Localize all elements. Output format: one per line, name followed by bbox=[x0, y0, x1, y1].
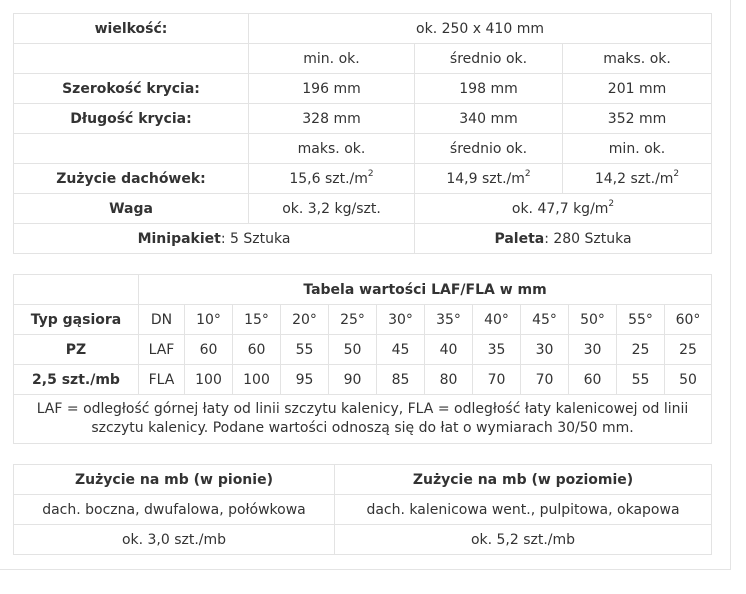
size-label: wielkość: bbox=[14, 14, 249, 44]
table-row bbox=[14, 14, 712, 44]
laf-cell: 60 bbox=[233, 335, 281, 365]
fla-cell: 80 bbox=[425, 365, 473, 395]
table-row bbox=[14, 395, 712, 444]
table-cell: 14,2 $szt./m^2$ bbox=[563, 164, 712, 194]
table-row bbox=[14, 465, 712, 495]
vertical-usage-header: Zużycie na mb (w pionie) bbox=[14, 465, 335, 495]
laf-label: LAF bbox=[139, 335, 185, 365]
table-cell: 198 mm bbox=[415, 74, 563, 104]
coverage-length-label: Długość krycia: bbox=[14, 104, 249, 134]
table-row bbox=[14, 224, 712, 254]
vertical-tile-types: dach. boczna, dwufalowa, połówkowa bbox=[14, 495, 335, 525]
table-cell: 14,9 $szt./m^2$ bbox=[415, 164, 563, 194]
weight-piece: ok. 3,2 kg/szt. bbox=[249, 194, 415, 224]
usage-label: Zużycie dachówek: bbox=[14, 164, 249, 194]
min-header: min. ok. bbox=[249, 44, 415, 74]
horizontal-usage-value: ok. 5,2 szt./mb bbox=[335, 525, 712, 555]
pallet-cell: Paleta: 280 Sztuka bbox=[415, 224, 712, 254]
laf-cell: 60 bbox=[185, 335, 233, 365]
laf-cell: 50 bbox=[329, 335, 377, 365]
avg-header: średnio ok. bbox=[415, 134, 563, 164]
table-row bbox=[14, 275, 712, 305]
angle-cell: 10° bbox=[185, 305, 233, 335]
fla-cell: 100 bbox=[185, 365, 233, 395]
max-header: maks. ok. bbox=[249, 134, 415, 164]
angle-cell: 30° bbox=[377, 305, 425, 335]
table-cell: 201 mm bbox=[563, 74, 712, 104]
laf-cell: 25 bbox=[617, 335, 665, 365]
laf-cell: 40 bbox=[425, 335, 473, 365]
pz-label: PZ bbox=[14, 335, 139, 365]
weight-label: Waga bbox=[14, 194, 249, 224]
laf-cell: 55 bbox=[281, 335, 329, 365]
fla-cell: 50 bbox=[665, 365, 712, 395]
fla-cell: 60 bbox=[569, 365, 617, 395]
min-header: min. ok. bbox=[563, 134, 712, 164]
table-row bbox=[14, 525, 712, 555]
panel-border bbox=[0, 569, 731, 570]
laf-fla-title: Tabela wartości LAF/FLA w mm bbox=[139, 275, 712, 305]
usage-per-meter-table bbox=[13, 464, 712, 555]
laf-cell: 25 bbox=[665, 335, 712, 365]
unit-label: 2,5 szt./mb bbox=[14, 365, 139, 395]
table-row bbox=[14, 134, 712, 164]
angle-cell: 35° bbox=[425, 305, 473, 335]
panel-border bbox=[730, 0, 731, 569]
max-header: maks. ok. bbox=[563, 44, 712, 74]
horizontal-usage-header: Zużycie na mb (w poziomie) bbox=[335, 465, 712, 495]
angle-cell: 15° bbox=[233, 305, 281, 335]
table-row bbox=[14, 495, 712, 525]
size-value: ok. 250 x 410 mm bbox=[249, 14, 712, 44]
angle-cell: 50° bbox=[569, 305, 617, 335]
laf-fla-table bbox=[13, 274, 712, 444]
angle-cell: 60° bbox=[665, 305, 712, 335]
table-cell: 15,6 $szt./m^2$ bbox=[249, 164, 415, 194]
ridge-type-label: Typ gąsiora bbox=[14, 305, 139, 335]
laf-cell: 30 bbox=[569, 335, 617, 365]
vertical-usage-value: ok. 3,0 szt./mb bbox=[14, 525, 335, 555]
avg-header: średnio ok. bbox=[415, 44, 563, 74]
table-cell: 196 mm bbox=[249, 74, 415, 104]
laf-cell: 30 bbox=[521, 335, 569, 365]
fla-label: FLA bbox=[139, 365, 185, 395]
fla-cell: 85 bbox=[377, 365, 425, 395]
table-cell: 328 mm bbox=[249, 104, 415, 134]
empty-cell bbox=[14, 44, 249, 74]
fla-cell: 70 bbox=[521, 365, 569, 395]
horizontal-tile-types: dach. kalenicowa went., pulpitowa, okapowa bbox=[335, 495, 712, 525]
empty-cell bbox=[14, 134, 249, 164]
angle-cell: 40° bbox=[473, 305, 521, 335]
empty-cell bbox=[14, 275, 139, 305]
laf-cell: 35 bbox=[473, 335, 521, 365]
fla-cell: 90 bbox=[329, 365, 377, 395]
laf-cell: 45 bbox=[377, 335, 425, 365]
table-row bbox=[14, 365, 712, 395]
table-row bbox=[14, 164, 712, 194]
angle-cell: 45° bbox=[521, 305, 569, 335]
fla-cell: 70 bbox=[473, 365, 521, 395]
laf-fla-note: LAF = odległość górnej łaty od linii szczytu kalenicy, FLA = odległość łaty kalenicowej od linii szczytu kalenicy. Podane wartości odnoszą się do łat o wymiarach 30/50 mm. bbox=[14, 395, 712, 444]
tile-dimensions-table bbox=[13, 13, 712, 254]
table-cell: 352 mm bbox=[563, 104, 712, 134]
dn-label: DN bbox=[139, 305, 185, 335]
table-cell: 340 mm bbox=[415, 104, 563, 134]
table-row bbox=[14, 44, 712, 74]
angle-cell: 55° bbox=[617, 305, 665, 335]
fla-cell: 100 bbox=[233, 365, 281, 395]
angle-cell: 20° bbox=[281, 305, 329, 335]
table-row bbox=[14, 194, 712, 224]
minipack-cell: Minipakiet: 5 Sztuka bbox=[14, 224, 415, 254]
fla-cell: 95 bbox=[281, 365, 329, 395]
angle-cell: 25° bbox=[329, 305, 377, 335]
table-row bbox=[14, 74, 712, 104]
weight-area: ok. 47,7 $kg/m^2$ bbox=[415, 194, 712, 224]
coverage-width-label: Szerokość krycia: bbox=[14, 74, 249, 104]
table-row bbox=[14, 104, 712, 134]
table-row bbox=[14, 335, 712, 365]
fla-cell: 55 bbox=[617, 365, 665, 395]
table-row bbox=[14, 305, 712, 335]
